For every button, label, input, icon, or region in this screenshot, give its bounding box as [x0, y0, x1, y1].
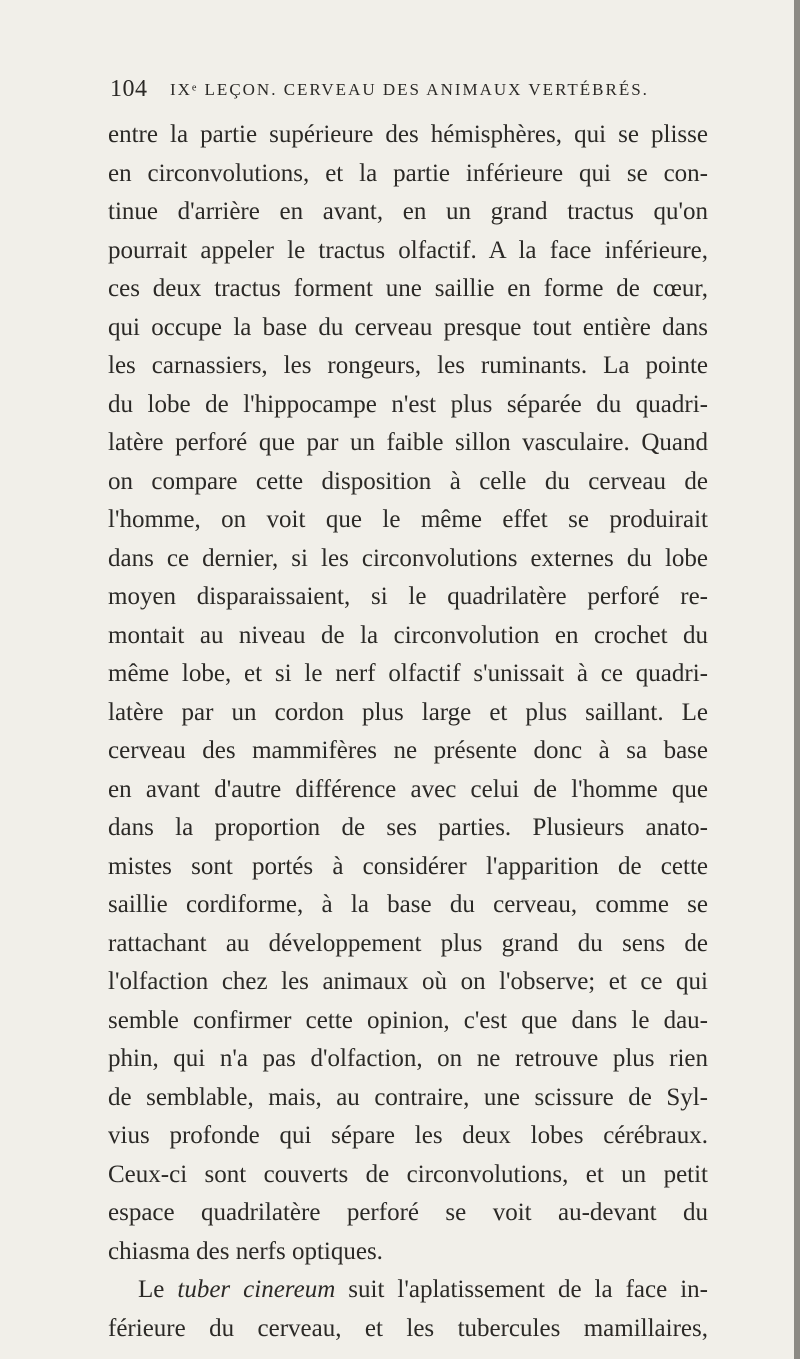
page-header — [110, 76, 710, 112]
text-line: les carnassiers, les rongeurs, les ruminants. La pointe — [108, 352, 708, 379]
text-line: même lobe, et si le nerf olfactif s'unissait à ce quadri- — [108, 660, 708, 687]
text-line: férieure du cerveau, et les tubercules mamillaires, — [108, 1314, 708, 1342]
text-line: entre la partie supérieure des hémisphères, qui se plisse — [108, 121, 708, 148]
text-line: phin, qui n'a pas d'olfaction, on ne retrouve plus rien — [108, 1045, 708, 1072]
text-line: qui occupe la base du cerveau presque tout entière dans — [108, 313, 708, 341]
text-line: pourrait appeler le tractus olfactif. A la face inférieure, — [108, 236, 708, 264]
text-line: mistes sont portés à considérer l'apparition de cette — [108, 852, 708, 880]
text-line: saillie cordiforme, à la base du cerveau, comme se — [108, 891, 708, 918]
text-line: dans la proportion de ses parties. Plusieurs anato- — [108, 814, 708, 841]
text-line — [108, 1271, 708, 1310]
text-line: vius profonde qui sépare les deux lobes cérébraux. — [108, 1122, 708, 1149]
running-head: IXᵉ LEÇON. CERVEAU DES ANIMAUX VERTÉBRÉS. — [170, 80, 649, 99]
text-line: du lobe de l'hippocampe n'est plus séparée du quadri- — [108, 390, 708, 418]
text-line: cerveau des mammifères ne présente donc à sa base — [108, 737, 708, 764]
page-edge — [794, 0, 800, 1359]
text-line: on compare cette disposition à celle du cerveau de — [108, 467, 708, 495]
text-line: latère perforé que par un faible sillon vasculaire. Quand — [108, 429, 708, 456]
body-text — [108, 116, 708, 1348]
text-line: rattachant au développement plus grand du sens de — [108, 929, 708, 957]
text-line: en circonvolutions, et la partie inférieure qui se con- — [108, 159, 708, 187]
text-line: moyen disparaissaient, si le quadrilatère perforé re- — [108, 583, 708, 610]
text-line: latère par un cordon plus large et plus saillant. Le — [108, 698, 708, 726]
text-line: en avant d'autre différence avec celui de l'homme que — [108, 775, 708, 803]
text-line: l'olfaction chez les animaux où on l'observe; et ce qui — [108, 968, 708, 995]
text-line: ces deux tractus forment une saillie en forme de cœur, — [108, 275, 708, 302]
line-prefix: Le — [138, 1276, 178, 1303]
text-line: de semblable, mais, au contraire, une scissure de Syl- — [108, 1083, 708, 1111]
text-line: dans ce dernier, si les circonvolutions externes du lobe — [108, 544, 708, 572]
text-line: chiasma des nerfs optiques. — [108, 1237, 383, 1265]
page-number: 104 — [110, 76, 148, 102]
text-line: montait au niveau de la circonvolution en crochet du — [108, 621, 708, 649]
text-line: espace quadrilatère perforé se voit au-devant du — [108, 1199, 708, 1226]
text-line: l'homme, on voit que le même effet se produirait — [108, 506, 708, 533]
italic-term: tuber cinereum — [177, 1276, 336, 1303]
text-line: Ceux-ci sont couverts de circonvolutions, et un petit — [108, 1160, 708, 1188]
text-line: tinue d'arrière en avant, en un grand tractus qu'on — [108, 198, 708, 225]
text-line: semble confirmer cette opinion, c'est que dans le dau- — [108, 1006, 708, 1034]
line-rest: suit l'aplatissement de la face in- — [335, 1276, 708, 1303]
